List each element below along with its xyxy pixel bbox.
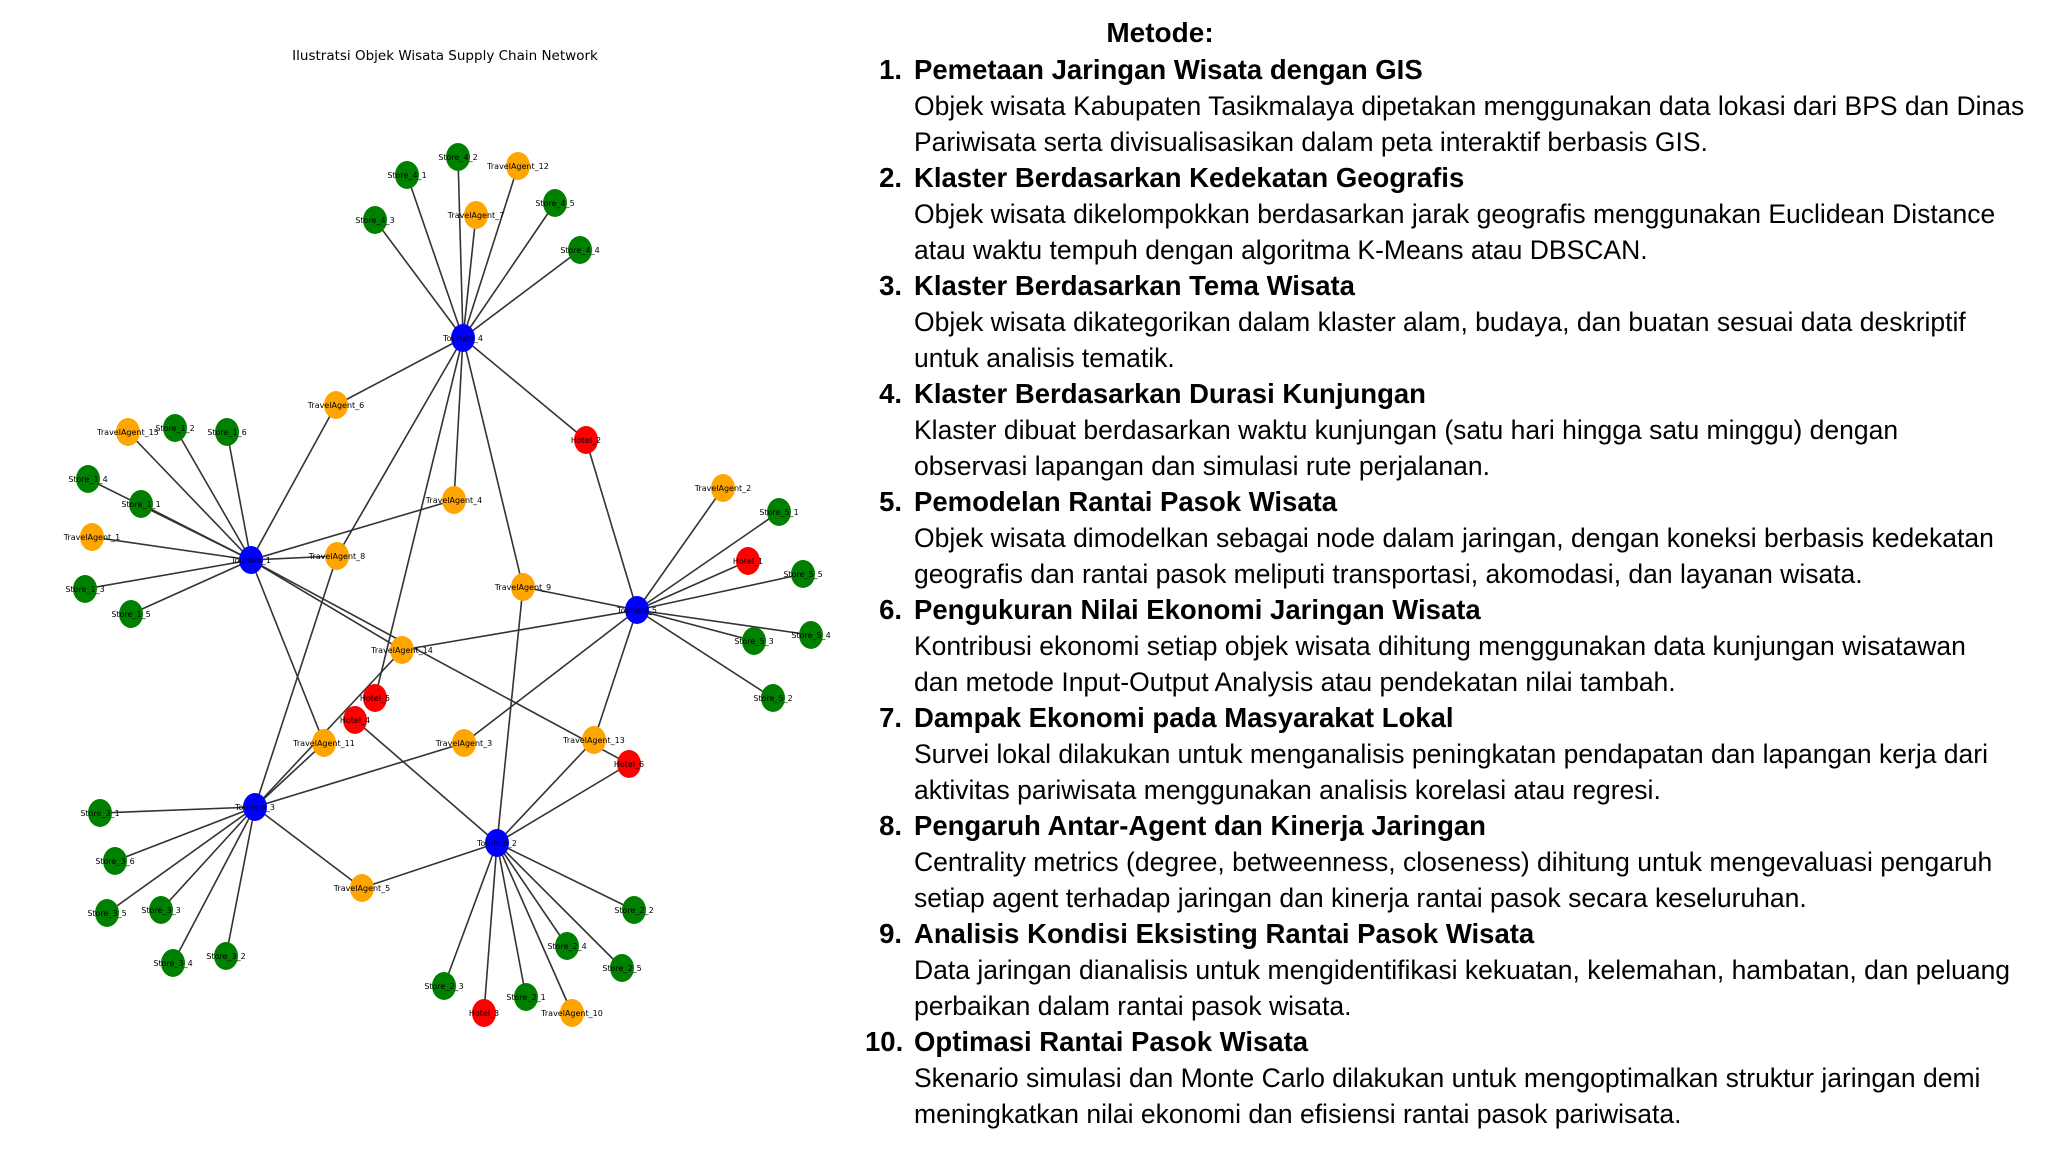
edge-t3-ta5 (255, 807, 362, 888)
edge-t5-s5_4 (637, 610, 811, 635)
node-ta12 (486, 152, 549, 180)
node-s1_5 (111, 600, 150, 628)
edge-t2-h6 (497, 764, 629, 843)
node-label: Store_5_3 (734, 637, 774, 646)
node-s5_4 (791, 621, 830, 649)
node-label: Store_3_3 (141, 906, 181, 915)
edge-t4-s4_1 (407, 175, 463, 338)
method-number-text: 2. (879, 162, 902, 193)
node-label: TravelAgent_6 (307, 401, 365, 410)
edge-t2-h3 (484, 843, 497, 1013)
node-label: Hotel_6 (613, 760, 645, 769)
node-s1_3 (65, 575, 104, 603)
node-label: TravelAgent_13 (563, 736, 625, 745)
methods-heading: Metode: (1106, 17, 1214, 48)
method-number (865, 52, 910, 88)
edge-t3-s3_1 (100, 807, 255, 813)
method-list (865, 52, 2045, 1132)
node-label: Store_4_2 (438, 153, 478, 162)
method-number-text: 3. (879, 270, 902, 301)
edge-t4-s4_3 (375, 220, 463, 338)
method-description-line: Klaster dibuat berdasarkan waktu kunjungan (satu hari hingga satu minggu) dengan (914, 415, 1899, 445)
node-s4_5 (535, 189, 574, 217)
edge-t4-ta12 (463, 166, 518, 338)
node-s4_2 (438, 143, 477, 171)
edges-layer (85, 157, 811, 1013)
node-label: TravelAgent_4 (425, 496, 483, 505)
node-h1 (733, 547, 763, 575)
method-item (865, 1024, 2045, 1132)
node-label: Hotel_3 (468, 1009, 500, 1018)
node-label: Store_5_5 (783, 570, 823, 579)
edge-t1-h6 (251, 560, 629, 764)
method-number (865, 592, 910, 628)
node-label: TravelAgent_11 (293, 739, 355, 748)
node-s2_3 (424, 972, 463, 1000)
edge-t1-ta6 (251, 405, 336, 560)
node-h3 (469, 999, 499, 1027)
method-number (865, 808, 910, 844)
edge-t2-s2_1 (497, 843, 526, 997)
node-s3_4 (153, 949, 192, 977)
node-s5_5 (783, 560, 822, 588)
node-h5 (360, 684, 390, 712)
edge-t2-s2_3 (444, 843, 497, 986)
node-label: Store_4_1 (387, 171, 427, 180)
node-label: Store_1_1 (121, 500, 161, 509)
method-item (865, 700, 2045, 808)
method-item (865, 268, 2045, 376)
node-label: TravelAgent_8 (308, 552, 366, 561)
method-title: Pengukuran Nilai Ekonomi Jaringan Wisata (914, 594, 1481, 625)
node-ta10 (540, 999, 603, 1027)
node-label: Store_1_4 (68, 475, 108, 484)
node-label: Store_2_4 (547, 942, 587, 951)
node-label: Tourism_5 (616, 606, 658, 615)
node-label: TravelAgent_12 (487, 162, 549, 171)
node-label: Store_5_2 (753, 694, 793, 703)
node-label: Hotel_5 (359, 694, 391, 703)
method-item (865, 52, 2045, 160)
node-label: Store_3_4 (153, 959, 193, 968)
node-label: Store_1_5 (111, 610, 151, 619)
method-number-text: 8. (879, 810, 902, 841)
method-item (865, 484, 2045, 592)
node-s3_6 (95, 847, 134, 875)
node-s1_6 (207, 418, 246, 446)
method-item (865, 808, 2045, 916)
method-description-line: Survei lokal dilakukan untuk menganalisis peningkatan pendapatan dan lapangan kerja dari (914, 739, 1989, 769)
node-s5_3 (734, 627, 773, 655)
edge-t3-ta14 (255, 650, 402, 807)
node-ta14 (370, 636, 433, 664)
node-s2_2 (614, 896, 653, 924)
node-s2_4 (547, 932, 586, 960)
method-description-line: geografis dan rantai pasok meliputi transportasi, akomodasi, dan layanan wisata. (914, 559, 1863, 589)
method-description-line: observasi lapangan dan simulasi rute perjalanan. (914, 451, 1490, 481)
method-number-text: 6. (879, 594, 902, 625)
node-label: Hotel_4 (339, 716, 371, 725)
method-description-line: setiap agent terhadap jaringan dan kinerja rantai pasok secara keseluruhan. (914, 883, 1807, 913)
method-title: Dampak Ekonomi pada Masyarakat Lokal (914, 702, 1454, 733)
node-label: Store_4_5 (535, 199, 575, 208)
method-title: Klaster Berdasarkan Kedekatan Geografis (914, 162, 1465, 193)
method-number-text: 1. (879, 54, 902, 85)
method-description-line: meningkatkan nilai ekonomi dan efisiensi rantai pasok pariwisata. (914, 1099, 1682, 1129)
method-description-line: Objek wisata dikelompokkan berdasarkan jarak geografis menggunakan Euclidean Distance (914, 199, 1996, 229)
node-label: Store_3_5 (87, 909, 127, 918)
node-label: TravelAgent_15 (97, 428, 159, 437)
node-label: Tourism_1 (230, 556, 272, 565)
method-description-line: atau waktu tempuh dengan algoritma K-Means atau DBSCAN. (914, 235, 1648, 265)
method-description-line: Data jaringan dianalisis untuk mengidentifikasi kekuatan, kelemahan, hambatan, dan peluang (914, 955, 2011, 985)
edge-t4-s4_2 (458, 157, 463, 338)
nodes-layer (63, 143, 831, 1027)
method-title: Klaster Berdasarkan Tema Wisata (914, 270, 1355, 301)
method-number-text: 5. (879, 486, 902, 517)
method-description-line: dan metode Input-Output Analysis atau pendekatan nilai tambah. (914, 667, 1676, 697)
method-number-text: 10. (865, 1026, 904, 1057)
diagram-title: Ilustratsi Objek Wisata Supply Chain Network (292, 48, 598, 64)
node-label: TravelAgent_3 (435, 739, 493, 748)
edge-t4-ta9 (463, 338, 523, 587)
method-description-line: Objek wisata Kabupaten Tasikmalaya dipetakan menggunakan data lokasi dari BPS dan Dinas (914, 91, 2025, 121)
method-number (865, 376, 910, 412)
node-label: Store_3_6 (95, 857, 135, 866)
node-label: Tourism_2 (476, 839, 518, 848)
node-s3_1 (80, 799, 119, 827)
node-label: Store_2_2 (614, 906, 654, 915)
node-t1 (230, 546, 271, 574)
node-ta8 (308, 542, 366, 570)
edge-t1-ta11 (251, 560, 324, 743)
network-svg (0, 0, 860, 1152)
node-label: Store_1_2 (155, 424, 195, 433)
method-description-line: aktivitas pariwisata menggunakan analisis korelasi atau regresi. (914, 775, 1661, 805)
method-number (865, 916, 910, 952)
edge-t2-ta5 (362, 843, 497, 888)
node-ta1 (63, 523, 121, 551)
node-label: Tourism_3 (234, 803, 276, 812)
node-label: TravelAgent_7 (447, 211, 505, 220)
edge-t3-s3_4 (173, 807, 255, 963)
edge-t2-ta13 (497, 740, 594, 843)
edge-t4-h5 (375, 338, 463, 698)
node-label: Store_3_1 (80, 809, 120, 818)
method-description-line: Objek wisata dimodelkan sebagai node dalam jaringan, dengan koneksi berbasis kedekatan (914, 523, 1994, 553)
method-number-text: 9. (879, 918, 902, 949)
node-ta11 (292, 729, 355, 757)
edge-t1-s1_6 (227, 432, 251, 560)
method-description-line: Pariwisata serta divisualisasikan dalam peta interaktif berbasis GIS. (914, 127, 1708, 157)
method-description-line: untuk analisis tematik. (914, 343, 1175, 373)
edge-t4-h2 (463, 338, 586, 440)
node-label: Store_2_5 (602, 964, 642, 973)
node-ta13 (562, 726, 625, 754)
method-description-line: perbaikan dalam rantai pasok wisata. (914, 991, 1352, 1021)
node-label: Tourism_4 (442, 334, 484, 343)
node-label: TravelAgent_10 (541, 1009, 603, 1018)
method-number-text: 7. (879, 702, 902, 733)
edge-t1-s1_3 (85, 560, 251, 589)
edge-t4-s4_4 (463, 250, 580, 338)
edge-t5-ta13 (594, 610, 637, 740)
node-label: TravelAgent_1 (63, 533, 121, 542)
node-h6 (614, 750, 644, 778)
edge-t1-ta14 (251, 560, 402, 650)
method-number (865, 160, 910, 196)
method-description-line: Centrality metrics (degree, betweenness, closeness) dihitung untuk mengevaluasi pengaruh (914, 847, 1993, 877)
node-ta9 (494, 573, 552, 601)
edge-t1-ta4 (251, 500, 454, 560)
node-label: Store_5_1 (759, 508, 799, 517)
method-title: Pengaruh Antar-Agent dan Kinerja Jaringan (914, 810, 1486, 841)
edge-t5-ta3 (464, 610, 637, 743)
network-diagram (0, 0, 860, 1152)
node-label: Store_4_3 (355, 216, 395, 225)
node-label: Hotel_1 (732, 557, 764, 566)
node-label: TravelAgent_9 (494, 583, 552, 592)
method-item (865, 160, 2045, 268)
node-label: Store_5_4 (791, 631, 831, 640)
edge-t1-s1_5 (131, 560, 251, 614)
method-title: Pemodelan Rantai Pasok Wisata (914, 486, 1338, 517)
method-title: Optimasi Rantai Pasok Wisata (914, 1026, 1309, 1057)
node-ta7 (447, 201, 505, 229)
method-number-text: 4. (879, 378, 902, 409)
node-ta3 (435, 729, 493, 757)
node-ta2 (694, 474, 752, 502)
node-label: Store_1_3 (65, 585, 105, 594)
edge-t2-s2_2 (497, 843, 634, 910)
node-s3_2 (206, 942, 245, 970)
node-label: TravelAgent_2 (694, 484, 752, 493)
edge-t5-h2 (586, 440, 637, 610)
node-label: TravelAgent_5 (333, 884, 391, 893)
node-label: Store_4_4 (560, 246, 600, 255)
node-s4_3 (355, 206, 394, 234)
node-t2 (476, 829, 517, 857)
method-title: Analisis Kondisi Eksisting Rantai Pasok Wisata (914, 918, 1535, 949)
node-label: TravelAgent_14 (371, 646, 433, 655)
method-description-line: Objek wisata dikategorikan dalam klaster alam, budaya, dan buatan sesuai data deskriptif (914, 307, 1966, 337)
method-number (865, 484, 910, 520)
node-s1_2 (155, 414, 194, 442)
method-description-line: Kontribusi ekonomi setiap objek wisata dihitung menggunakan data kunjungan wisatawan (914, 631, 1966, 661)
node-label: Store_2_1 (506, 993, 546, 1002)
node-s2_1 (506, 983, 545, 1011)
method-number (865, 700, 910, 736)
node-label: Store_3_2 (206, 952, 246, 961)
edge-t3-s3_6 (115, 807, 255, 861)
method-title: Pemetaan Jaringan Wisata dengan GIS (914, 54, 1423, 85)
edge-t3-s3_3 (161, 807, 255, 910)
methods-panel (865, 14, 2045, 1132)
node-ta4 (425, 486, 483, 514)
method-item (865, 376, 2045, 484)
edge-t3-s3_2 (226, 807, 255, 956)
node-label: Store_2_3 (424, 982, 464, 991)
edge-t3-ta3 (255, 743, 464, 807)
method-number (865, 1024, 910, 1060)
edge-t4-ta4 (454, 338, 463, 500)
node-s1_4 (68, 465, 107, 493)
node-label: Store_1_6 (207, 428, 247, 437)
node-label: Hotel_2 (570, 436, 602, 445)
node-ta5 (333, 874, 391, 902)
node-s2_5 (602, 954, 641, 982)
node-s4_1 (387, 161, 426, 189)
node-ta15 (96, 418, 159, 446)
method-item (865, 592, 2045, 700)
method-description-line: Skenario simulasi dan Monte Carlo dilakukan untuk mengoptimalkan struktur jaringan demi (914, 1063, 1981, 1093)
node-s1_1 (121, 490, 160, 518)
node-s3_3 (141, 896, 180, 924)
method-item (865, 916, 2045, 1024)
method-number (865, 268, 910, 304)
method-title: Klaster Berdasarkan Durasi Kunjungan (914, 378, 1426, 409)
